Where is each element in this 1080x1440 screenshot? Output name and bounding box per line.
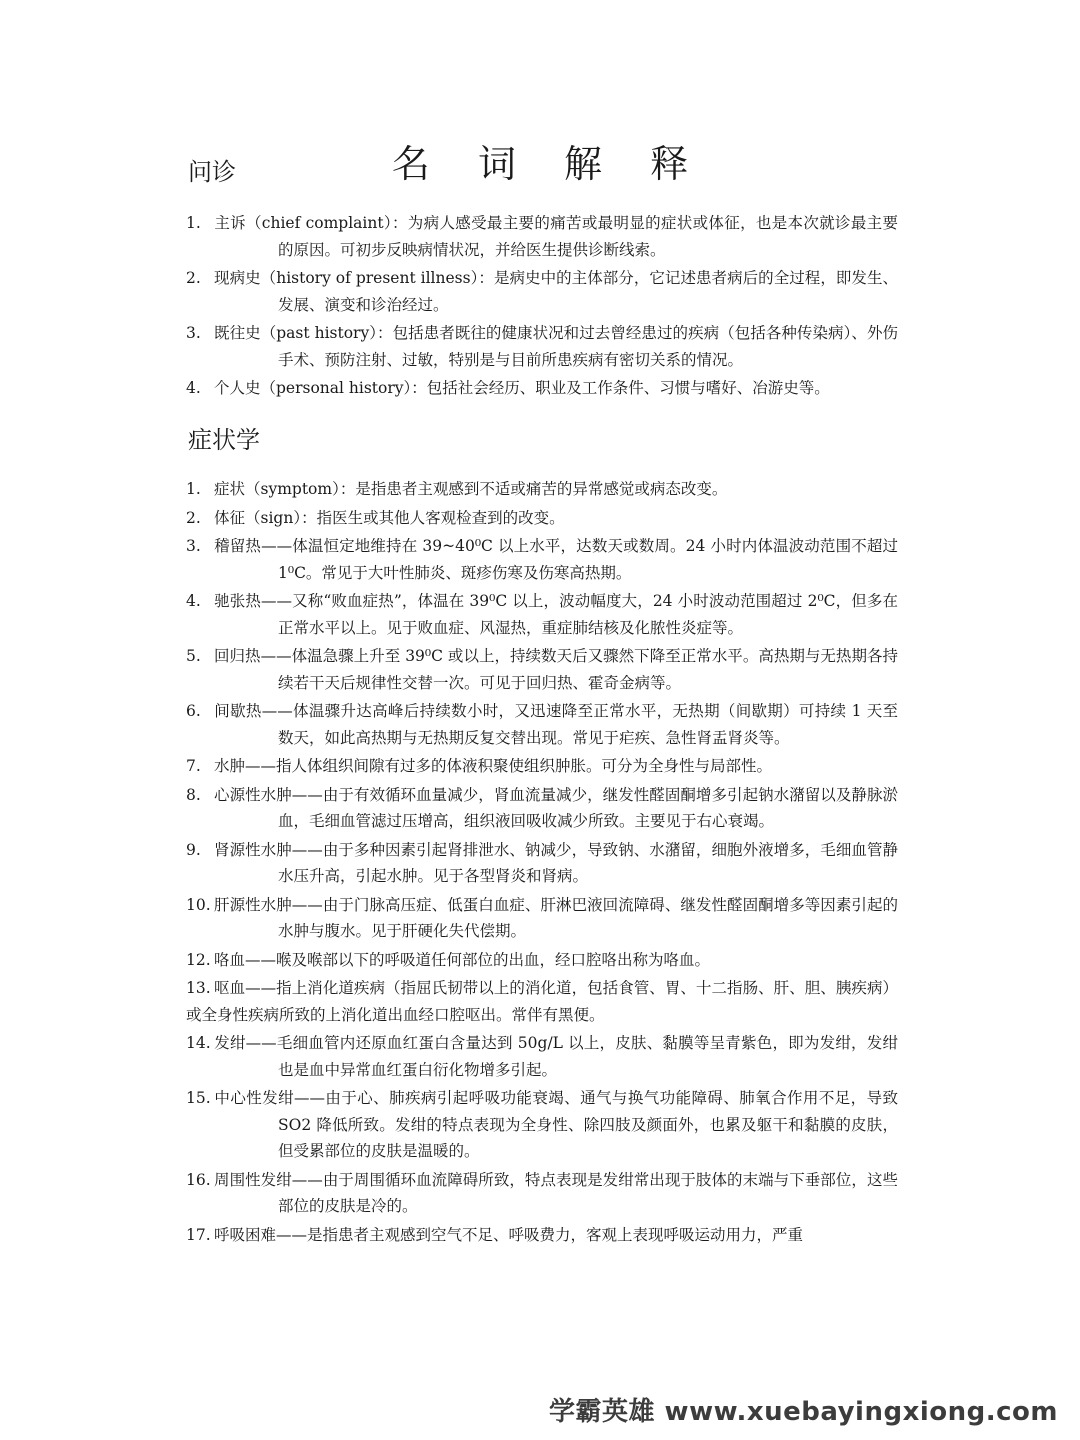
symptomatology-list [186, 476, 898, 1250]
section-heading-inquiry: 问诊 [188, 158, 236, 186]
list-item: 4. 个人史（personal history）：包括社会经历、职业及工作条件、习惯与嗜好、冶游史等。 [186, 379, 830, 397]
list-item: 2. 体征（sign）：指医生或其他人客观检查到的改变。 [186, 508, 565, 527]
page-title: 名 词 解 释 [391, 142, 707, 187]
list-item: 9. 肾源性水肿——由于多种因素引起肾排泄水、钠减少，导致钠、水潴留，细胞外液增多，毛细血管静水压升高，引起水肿。见于各型肾炎和肾病。 [186, 840, 898, 885]
list-item: 1. 主诉（chief complaint）：为病人感受最主要的痛苦或最明显的症状或体征，也是本次就诊最主要的原因。可初步反映病情状况，并给医生提供诊断线索。 [186, 214, 898, 259]
list-item: 8. 心源性水肿——由于有效循环血量减少，肾血流量减少，继发性醛固酮增多引起钠水潴留以及静脉淤血，毛细血管滤过压增高，组织液回吸收减少所致。主要见于右心衰竭。 [186, 785, 898, 830]
inquiry-list [186, 210, 898, 404]
watermark: 学霸英雄 www.xuebayingxiong.com [549, 1397, 1058, 1427]
list-item: 15. 中心性发绀——由于心、肺疾病引起呼吸功能衰竭、通气与换气功能障碍、肺氧合作用不足，导致 SO2 降低所致。发绀的特点表现为全身性、除四肢及颜面外，也累及躯干和黏膜的皮肤，但受累部位的皮肤是温暖的。 [186, 1089, 898, 1160]
list-item: 5. 回归热——体温急骤上升至 39⁰C 或以上，持续数天后又骤然下降至正常水平。高热期与无热期各持续若干天后规律性交替一次。可见于回归热、霍奇金病等。 [186, 647, 898, 692]
list-item: 14. 发绀——毛细血管内还原血红蛋白含量达到 50g/L 以上，皮肤、黏膜等呈青紫色，即为发绀，发绀也是血中异常血红蛋白衍化物增多引起。 [186, 1034, 898, 1079]
list-item: 17. 呼吸困难——是指患者主观感到空气不足、呼吸费力，客观上表现呼吸运动用力，严重 [186, 1225, 804, 1244]
list-item: 7. 水肿——指人体组织间隙有过多的体液积聚使组织肿胀。可分为全身性与局部性。 [186, 757, 773, 775]
list-item: 12. 咯血——喉及喉部以下的呼吸道任何部位的出血，经口腔咯出称为咯血。 [186, 950, 711, 969]
list-item: 2. 现病史（history of present illness）：是病史中的主体部分，它记述患者病后的全过程，即发生、发展、演变和诊治经过。 [186, 269, 898, 314]
list-item: 1. 症状（symptom）：是指患者主观感到不适或痛苦的异常感觉或病态改变。 [186, 480, 728, 498]
list-item: 13. 呕血——指上消化道疾病（指屈氏韧带以上的消化道，包括食管、胃、十二指肠、肝、胆、胰疾病）或全身性疾病所致的上消化道出血经口腔呕出。常伴有黑便。 [186, 979, 898, 1024]
list-item: 3. 既往史（past history）：包括患者既往的健康状况和过去曾经患过的疾病（包括各种传染病）、外伤手术、预防注射、过敏，特别是与目前所患疾病有密切关系的情况。 [186, 324, 898, 369]
list-item: 6. 间歇热——体温骤升达高峰后持续数小时，又迅速降至正常水平，无热期（间歇期）可持续 1 天至数天，如此高热期与无热期反复交替出现。常见于疟疾、急性肾盂肾炎等。 [186, 702, 898, 747]
list-item: 4. 驰张热——又称“败血症热”，体温在 39⁰C 以上，波动幅度大，24 小时波动范围超过 2⁰C，但多在正常水平以上。见于败血症、风湿热，重症肺结核及化脓性炎症等。 [186, 592, 898, 637]
list-item: 3. 稽留热——体温恒定地维持在 39~40⁰C 以上水平，达数天或数周。24 小时内体温波动范围不超过 1⁰C。常见于大叶性肺炎、斑疹伤寒及伤寒高热期。 [186, 537, 898, 582]
list-item: 10. 肝源性水肿——由于门脉高压症、低蛋白血症、肝淋巴液回流障碍、继发性醛固酮增多等因素引起的水肿与腹水。见于肝硬化失代偿期。 [186, 895, 898, 940]
list-item: 16. 周围性发绀——由于周围循环血流障碍所致，特点表现是发绀常出现于肢体的末端与下垂部位，这些部位的皮肤是冷的。 [186, 1170, 898, 1215]
section-heading-symptomatology: 症状学 [188, 426, 260, 454]
